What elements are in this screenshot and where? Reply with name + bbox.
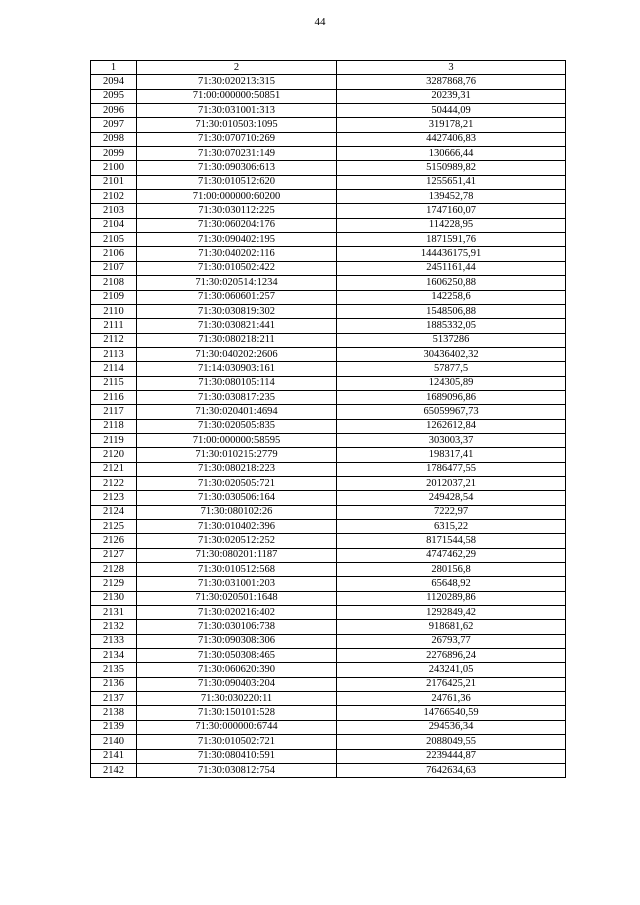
cadastral-number-cell: 71:30:150101:528 [137, 706, 337, 720]
table-row [91, 132, 566, 146]
table-row [91, 677, 566, 691]
row-number-cell: 2123 [91, 491, 137, 505]
value-cell: 3287868,76 [337, 75, 566, 89]
cadastral-number-cell: 71:30:020501:1648 [137, 591, 337, 605]
table-row [91, 118, 566, 132]
row-number-cell: 2119 [91, 433, 137, 447]
table-row [91, 247, 566, 261]
table-row [91, 433, 566, 447]
cadastral-number-cell: 71:30:010215:2779 [137, 448, 337, 462]
value-cell: 124305,89 [337, 376, 566, 390]
cadastral-number-cell: 71:30:060204:176 [137, 218, 337, 232]
table-row [91, 692, 566, 706]
value-cell: 1606250,88 [337, 276, 566, 290]
cadastral-number-cell: 71:30:080201:1187 [137, 548, 337, 562]
row-number-cell: 2102 [91, 190, 137, 204]
row-number-cell: 2097 [91, 118, 137, 132]
row-number-cell: 2117 [91, 405, 137, 419]
row-number-cell: 2111 [91, 319, 137, 333]
cadastral-number-cell: 71:30:090403:204 [137, 677, 337, 691]
row-number-cell: 2121 [91, 462, 137, 476]
value-cell: 2012037,21 [337, 476, 566, 490]
cadastral-number-cell: 71:30:040202:116 [137, 247, 337, 261]
table-row [91, 649, 566, 663]
value-cell: 14766540,59 [337, 706, 566, 720]
row-number-cell: 2138 [91, 706, 137, 720]
cadastral-number-cell: 71:30:030220:11 [137, 692, 337, 706]
table-body [91, 75, 566, 778]
value-cell: 20239,31 [337, 89, 566, 103]
cadastral-number-cell: 71:00:000000:50851 [137, 89, 337, 103]
value-cell: 65648,92 [337, 577, 566, 591]
table-row [91, 218, 566, 232]
cadastral-number-cell: 71:30:040202:2606 [137, 347, 337, 361]
row-number-cell: 2131 [91, 606, 137, 620]
row-number-cell: 2094 [91, 75, 137, 89]
table-row [91, 663, 566, 677]
value-cell: 8171544,58 [337, 534, 566, 548]
cadastral-number-cell: 71:30:020512:252 [137, 534, 337, 548]
column-header-1: 1 [91, 61, 137, 75]
table-row [91, 563, 566, 577]
table-row [91, 505, 566, 519]
row-number-cell: 2114 [91, 362, 137, 376]
row-number-cell: 2113 [91, 347, 137, 361]
row-number-cell: 2095 [91, 89, 137, 103]
cadastral-number-cell: 71:30:010512:620 [137, 175, 337, 189]
value-cell: 114228,95 [337, 218, 566, 232]
row-number-cell: 2136 [91, 677, 137, 691]
table-row [91, 476, 566, 490]
value-cell: 1689096,86 [337, 390, 566, 404]
column-header-3: 3 [337, 61, 566, 75]
table-row [91, 763, 566, 777]
row-number-cell: 2126 [91, 534, 137, 548]
value-cell: 1120289,86 [337, 591, 566, 605]
value-cell: 198317,41 [337, 448, 566, 462]
value-cell: 243241,05 [337, 663, 566, 677]
cadastral-number-cell: 71:30:050308:465 [137, 649, 337, 663]
cadastral-number-cell: 71:30:030506:164 [137, 491, 337, 505]
row-number-cell: 2129 [91, 577, 137, 591]
table-row [91, 634, 566, 648]
row-number-cell: 2106 [91, 247, 137, 261]
value-cell: 4747462,29 [337, 548, 566, 562]
value-cell: 2451161,44 [337, 261, 566, 275]
row-number-cell: 2116 [91, 390, 137, 404]
table-row [91, 720, 566, 734]
cadastral-number-cell: 71:30:020401:4694 [137, 405, 337, 419]
value-cell: 5150989,82 [337, 161, 566, 175]
table-row [91, 89, 566, 103]
row-number-cell: 2099 [91, 147, 137, 161]
value-cell: 1255651,41 [337, 175, 566, 189]
value-cell: 1871591,76 [337, 233, 566, 247]
page-number: 44 [314, 16, 326, 28]
table-row [91, 376, 566, 390]
cadastral-number-cell: 71:30:070231:149 [137, 147, 337, 161]
table-row [91, 104, 566, 118]
cadastral-number-cell: 71:30:030821:441 [137, 319, 337, 333]
table-row [91, 161, 566, 175]
value-cell: 1786477,55 [337, 462, 566, 476]
table-header [91, 61, 566, 75]
value-cell: 139452,78 [337, 190, 566, 204]
row-number-cell: 2120 [91, 448, 137, 462]
row-number-cell: 2100 [91, 161, 137, 175]
cadastral-number-cell: 71:30:020216:402 [137, 606, 337, 620]
table-row [91, 147, 566, 161]
value-cell: 7222,97 [337, 505, 566, 519]
cadastral-number-cell: 71:30:031001:313 [137, 104, 337, 118]
row-number-cell: 2134 [91, 649, 137, 663]
row-number-cell: 2132 [91, 620, 137, 634]
table-row [91, 190, 566, 204]
table-row [91, 261, 566, 275]
value-cell: 30436402,32 [337, 347, 566, 361]
cadastral-number-cell: 71:30:090306:613 [137, 161, 337, 175]
cadastral-number-cell: 71:30:080410:591 [137, 749, 337, 763]
cadastral-number-cell: 71:30:030819:302 [137, 304, 337, 318]
value-cell: 6315,22 [337, 520, 566, 534]
table-row [91, 233, 566, 247]
table-row [91, 290, 566, 304]
value-cell: 294536,34 [337, 720, 566, 734]
row-number-cell: 2128 [91, 563, 137, 577]
table-row [91, 749, 566, 763]
table-row [91, 520, 566, 534]
value-cell: 65059967,73 [337, 405, 566, 419]
cadastral-number-cell: 71:30:010502:721 [137, 735, 337, 749]
row-number-cell: 2125 [91, 520, 137, 534]
value-cell: 57877,5 [337, 362, 566, 376]
table-row [91, 606, 566, 620]
row-number-cell: 2115 [91, 376, 137, 390]
cadastral-number-cell: 71:30:031001:203 [137, 577, 337, 591]
cadastral-number-cell: 71:30:010503:1095 [137, 118, 337, 132]
value-cell: 130666,44 [337, 147, 566, 161]
value-cell: 303003,37 [337, 433, 566, 447]
cadastral-number-cell: 71:30:010402:396 [137, 520, 337, 534]
row-number-cell: 2122 [91, 476, 137, 490]
row-number-cell: 2133 [91, 634, 137, 648]
table-row [91, 419, 566, 433]
cadastral-number-cell: 71:30:090402:195 [137, 233, 337, 247]
cadastral-number-cell: 71:30:080102:26 [137, 505, 337, 519]
row-number-cell: 2127 [91, 548, 137, 562]
value-cell: 5137286 [337, 333, 566, 347]
table-row [91, 333, 566, 347]
row-number-cell: 2105 [91, 233, 137, 247]
cadastral-number-cell: 71:30:020213:315 [137, 75, 337, 89]
cadastral-number-cell: 71:00:000000:60200 [137, 190, 337, 204]
value-cell: 2176425,21 [337, 677, 566, 691]
cadastral-number-cell: 71:30:010502:422 [137, 261, 337, 275]
row-number-cell: 2101 [91, 175, 137, 189]
table-row [91, 591, 566, 605]
cadastral-number-cell: 71:00:000000:58595 [137, 433, 337, 447]
row-number-cell: 2140 [91, 735, 137, 749]
cadastral-number-cell: 71:30:030106:738 [137, 620, 337, 634]
table-row [91, 175, 566, 189]
row-number-cell: 2118 [91, 419, 137, 433]
cadastral-number-cell: 71:30:020505:721 [137, 476, 337, 490]
row-number-cell: 2104 [91, 218, 137, 232]
value-cell: 918681,62 [337, 620, 566, 634]
cadastral-number-cell: 71:30:010512:568 [137, 563, 337, 577]
cadastral-number-cell: 71:30:060601:257 [137, 290, 337, 304]
row-number-cell: 2142 [91, 763, 137, 777]
table-row [91, 735, 566, 749]
data-table [90, 60, 566, 778]
table-row [91, 462, 566, 476]
cadastral-number-cell: 71:30:030112:225 [137, 204, 337, 218]
cadastral-number-cell: 71:30:090308:306 [137, 634, 337, 648]
row-number-cell: 2107 [91, 261, 137, 275]
table-row [91, 491, 566, 505]
row-number-cell: 2096 [91, 104, 137, 118]
cadastral-number-cell: 71:30:070710:269 [137, 132, 337, 146]
table-row [91, 448, 566, 462]
row-number-cell: 2124 [91, 505, 137, 519]
table-row [91, 390, 566, 404]
table-row [91, 706, 566, 720]
row-number-cell: 2098 [91, 132, 137, 146]
row-number-cell: 2141 [91, 749, 137, 763]
value-cell: 1885332,05 [337, 319, 566, 333]
cadastral-number-cell: 71:30:080218:211 [137, 333, 337, 347]
row-number-cell: 2139 [91, 720, 137, 734]
table-row [91, 347, 566, 361]
value-cell: 2088049,55 [337, 735, 566, 749]
table-row [91, 204, 566, 218]
value-cell: 2239444,87 [337, 749, 566, 763]
row-number-cell: 2108 [91, 276, 137, 290]
cadastral-number-cell: 71:14:030903:161 [137, 362, 337, 376]
table-row [91, 548, 566, 562]
row-number-cell: 2130 [91, 591, 137, 605]
cadastral-number-cell: 71:30:080218:223 [137, 462, 337, 476]
cadastral-number-cell: 71:30:020514:1234 [137, 276, 337, 290]
value-cell: 2276896,24 [337, 649, 566, 663]
row-number-cell: 2135 [91, 663, 137, 677]
value-cell: 26793,77 [337, 634, 566, 648]
table-row [91, 577, 566, 591]
value-cell: 319178,21 [337, 118, 566, 132]
value-cell: 144436175,91 [337, 247, 566, 261]
cadastral-number-cell: 71:30:020505:835 [137, 419, 337, 433]
cadastral-number-cell: 71:30:030817:235 [137, 390, 337, 404]
cadastral-number-cell: 71:30:030812:754 [137, 763, 337, 777]
value-cell: 1262612,84 [337, 419, 566, 433]
value-cell: 142258,6 [337, 290, 566, 304]
row-number-cell: 2109 [91, 290, 137, 304]
header-row [91, 61, 566, 75]
table-row [91, 405, 566, 419]
table-row [91, 534, 566, 548]
row-number-cell: 2103 [91, 204, 137, 218]
cadastral-number-cell: 71:30:000000:6744 [137, 720, 337, 734]
table-row [91, 362, 566, 376]
value-cell: 280156,8 [337, 563, 566, 577]
table-row [91, 319, 566, 333]
value-cell: 1548506,88 [337, 304, 566, 318]
cadastral-number-cell: 71:30:060620:390 [137, 663, 337, 677]
value-cell: 4427406,83 [337, 132, 566, 146]
value-cell: 7642634,63 [337, 763, 566, 777]
value-cell: 249428,54 [337, 491, 566, 505]
value-cell: 1292849,42 [337, 606, 566, 620]
value-cell: 24761,36 [337, 692, 566, 706]
table-row [91, 75, 566, 89]
row-number-cell: 2110 [91, 304, 137, 318]
row-number-cell: 2112 [91, 333, 137, 347]
table-row [91, 304, 566, 318]
cadastral-number-cell: 71:30:080105:114 [137, 376, 337, 390]
column-header-2: 2 [137, 61, 337, 75]
table-row [91, 276, 566, 290]
value-cell: 50444,09 [337, 104, 566, 118]
value-cell: 1747160,07 [337, 204, 566, 218]
row-number-cell: 2137 [91, 692, 137, 706]
table-row [91, 620, 566, 634]
